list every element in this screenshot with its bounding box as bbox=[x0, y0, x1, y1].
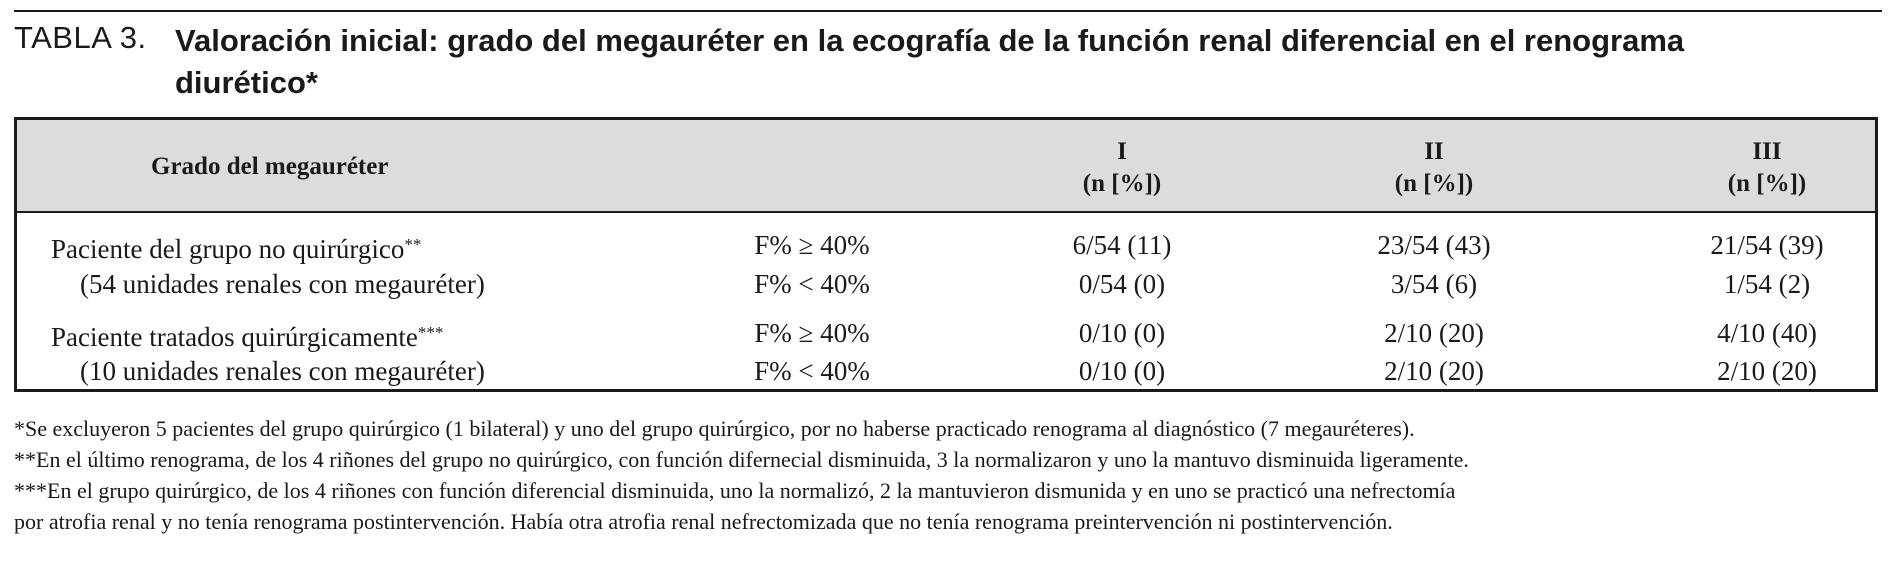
row-criterion: F% < 40% bbox=[754, 269, 870, 299]
header-grade: Grado del megauréter bbox=[151, 153, 389, 180]
cell-grade-iii: 21/54 (39) bbox=[1710, 230, 1824, 260]
footnote-marker: *** bbox=[417, 323, 444, 342]
cell-grade-ii: 3/54 (6) bbox=[1390, 269, 1478, 299]
cell-grade-i: 0/10 (0) bbox=[1078, 318, 1166, 348]
header-col-ii bbox=[1334, 136, 1534, 200]
footnote: **En el último renograma, de los 4 riñones del grupo no quirúrgico, con función difernecial disminuida, 3 la normalizaron y uno la mantuvo disminuida ligeramente. bbox=[14, 447, 1469, 472]
table-header bbox=[17, 120, 1875, 213]
cell-grade-i: 6/54 (11) bbox=[1072, 230, 1172, 260]
header-col-iii bbox=[1667, 136, 1867, 200]
data-table bbox=[14, 117, 1878, 392]
header-col-i bbox=[1022, 136, 1222, 200]
footnote-marker: ** bbox=[404, 235, 422, 254]
row-criterion: F% ≥ 40% bbox=[754, 318, 870, 348]
row-label-text: Paciente tratados quirúrgicamente bbox=[51, 322, 418, 352]
footnote: *Se excluyeron 5 pacientes del grupo quirúrgico (1 bilateral) y uno del grupo quirúrgico, por no haberse practicado renograma al diagnóstico (7 megauréteres). bbox=[14, 416, 1415, 441]
cell-grade-iii: 4/10 (40) bbox=[1717, 318, 1817, 348]
header-col-ii-unit: (n [%]) bbox=[1394, 170, 1474, 197]
cell-grade-i: 0/54 (0) bbox=[1078, 269, 1166, 299]
cell-grade-ii: 2/10 (20) bbox=[1384, 356, 1484, 386]
row-criterion: F% ≥ 40% bbox=[754, 230, 870, 260]
cell-grade-i: 0/10 (0) bbox=[1078, 356, 1166, 386]
row-label-text: Paciente del grupo no quirúrgico bbox=[51, 234, 405, 264]
footnote: ***En el grupo quirúrgico, de los 4 riñones con función diferencial disminuida, uno la normalizó, 2 la mantuvieron dismunida y en uno se practicó una nefrectomía bbox=[14, 478, 1456, 503]
cell-grade-ii: 23/54 (43) bbox=[1377, 230, 1491, 260]
row-criterion: F% < 40% bbox=[754, 356, 870, 386]
row-label bbox=[51, 316, 443, 354]
row-sublabel: (54 unidades renales con megauréter) bbox=[80, 269, 485, 299]
header-col-iii-unit: (n [%]) bbox=[1727, 170, 1807, 197]
header-col-i-unit: (n [%]) bbox=[1082, 170, 1162, 197]
table-number: TABLA 3. bbox=[14, 20, 147, 55]
table-title: Valoración inicial: grado del megauréter en la ecografía de la función renal diferencial en el renograma diurético* bbox=[175, 23, 1685, 100]
top-rule bbox=[14, 10, 1882, 12]
header-col-iii-label: III bbox=[1752, 138, 1782, 165]
row-label bbox=[51, 228, 421, 266]
header-col-ii-label: II bbox=[1424, 138, 1444, 165]
cell-grade-iii: 1/54 (2) bbox=[1723, 269, 1811, 299]
footnotes bbox=[14, 413, 1884, 537]
header-col-i-label: I bbox=[1117, 138, 1127, 165]
row-sublabel: (10 unidades renales con megauréter) bbox=[80, 356, 485, 386]
footnote: por atrofia renal y no tenía renograma postintervención. Había otra atrofia renal nefrectomizada que no tenía renograma preintervención ni postintervención. bbox=[14, 509, 1393, 534]
cell-grade-iii: 2/10 (20) bbox=[1717, 356, 1817, 386]
cell-grade-ii: 2/10 (20) bbox=[1384, 318, 1484, 348]
